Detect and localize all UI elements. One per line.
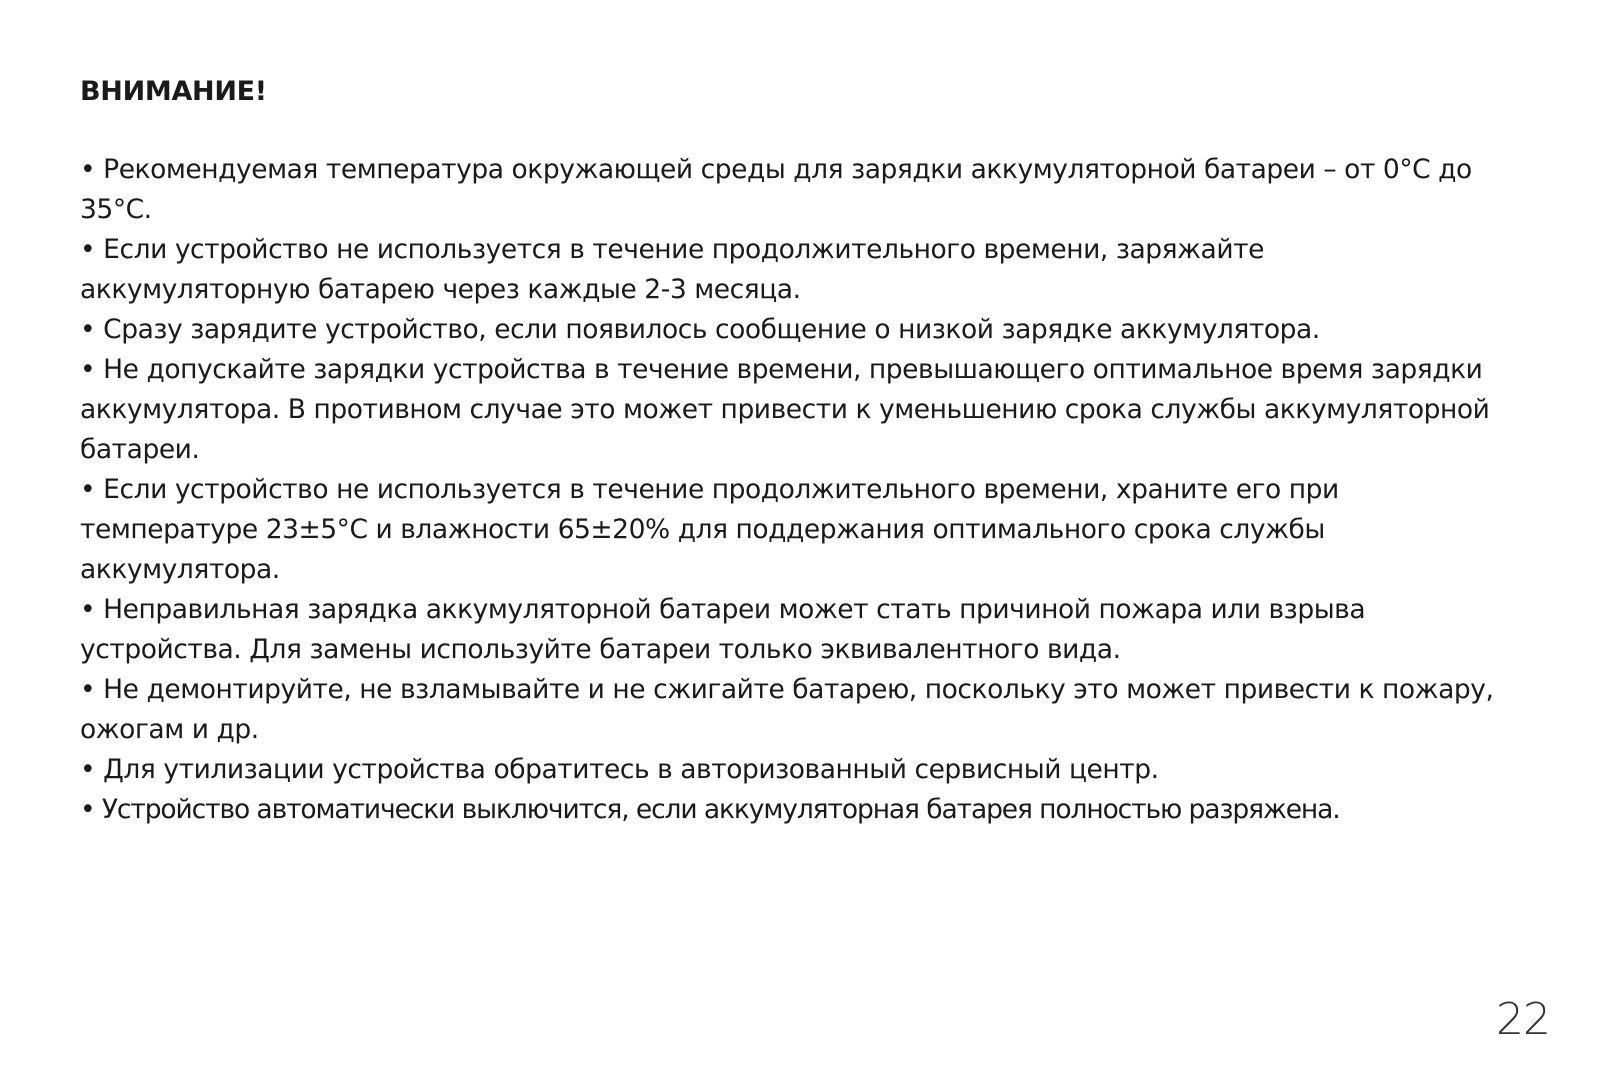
warning-item — [80, 310, 1500, 350]
bullet: • — [80, 234, 96, 265]
warning-item-text: Рекомендуемая температура окружающей среды для зарядки аккумуляторной батареи – от 0°C до 35°C. — [80, 154, 1472, 225]
warning-item-text: Не допускайте зарядки устройства в течение времени, превышающего оптимальное время зарядки аккумулятора. В противном случае это может привести к уменьшению срока службы аккумуляторной батареи. — [80, 354, 1490, 465]
warning-item — [80, 670, 1500, 750]
warning-list — [80, 150, 1500, 830]
page-number: 22 — [1496, 994, 1550, 1045]
warning-item — [80, 590, 1500, 670]
warning-item-text: Не демонтируйте, не взламывайте и не сжигайте батарею, поскольку это может привести к пожару, ожогам и др. — [80, 674, 1494, 745]
warning-item — [80, 150, 1500, 230]
bullet: • — [80, 354, 96, 385]
warning-heading: ВНИМАНИЕ! — [80, 76, 267, 107]
warning-item-text: Если устройство не используется в течение продолжительного времени, заряжайте аккумуляторную батарею через каждые 2-3 месяца. — [80, 234, 1264, 305]
warning-item-text: Сразу зарядите устройство, если появилось сообщение о низкой зарядке аккумулятора. — [103, 314, 1320, 345]
bullet: • — [80, 474, 96, 505]
warning-item-text: Для утилизации устройства обратитесь в авторизованный сервисный центр. — [103, 754, 1159, 785]
warning-item — [80, 230, 1500, 310]
warning-item — [80, 470, 1500, 590]
bullet: • — [80, 794, 95, 825]
bullet: • — [80, 154, 96, 185]
bullet: • — [80, 754, 96, 785]
warning-item — [80, 750, 1500, 790]
document-page — [80, 70, 1500, 830]
bullet: • — [80, 314, 96, 345]
warning-item-text: Если устройство не используется в течение продолжительного времени, храните его при температуре 23±5°C и влажности 65±20% для поддержания оптимального срока службы аккумулятора. — [80, 474, 1339, 585]
warning-item — [80, 790, 1500, 830]
bullet: • — [80, 674, 96, 705]
warning-item-text: Неправильная зарядка аккумуляторной батареи может стать причиной пожара или взрыва устройства. Для замены используйте батареи только эквивалентного вида. — [80, 594, 1366, 665]
warning-item-text: Устройство автоматически выключится, если аккумуляторная батарея полностью разряжена. — [101, 794, 1340, 825]
bullet: • — [80, 594, 96, 625]
warning-item — [80, 350, 1500, 470]
